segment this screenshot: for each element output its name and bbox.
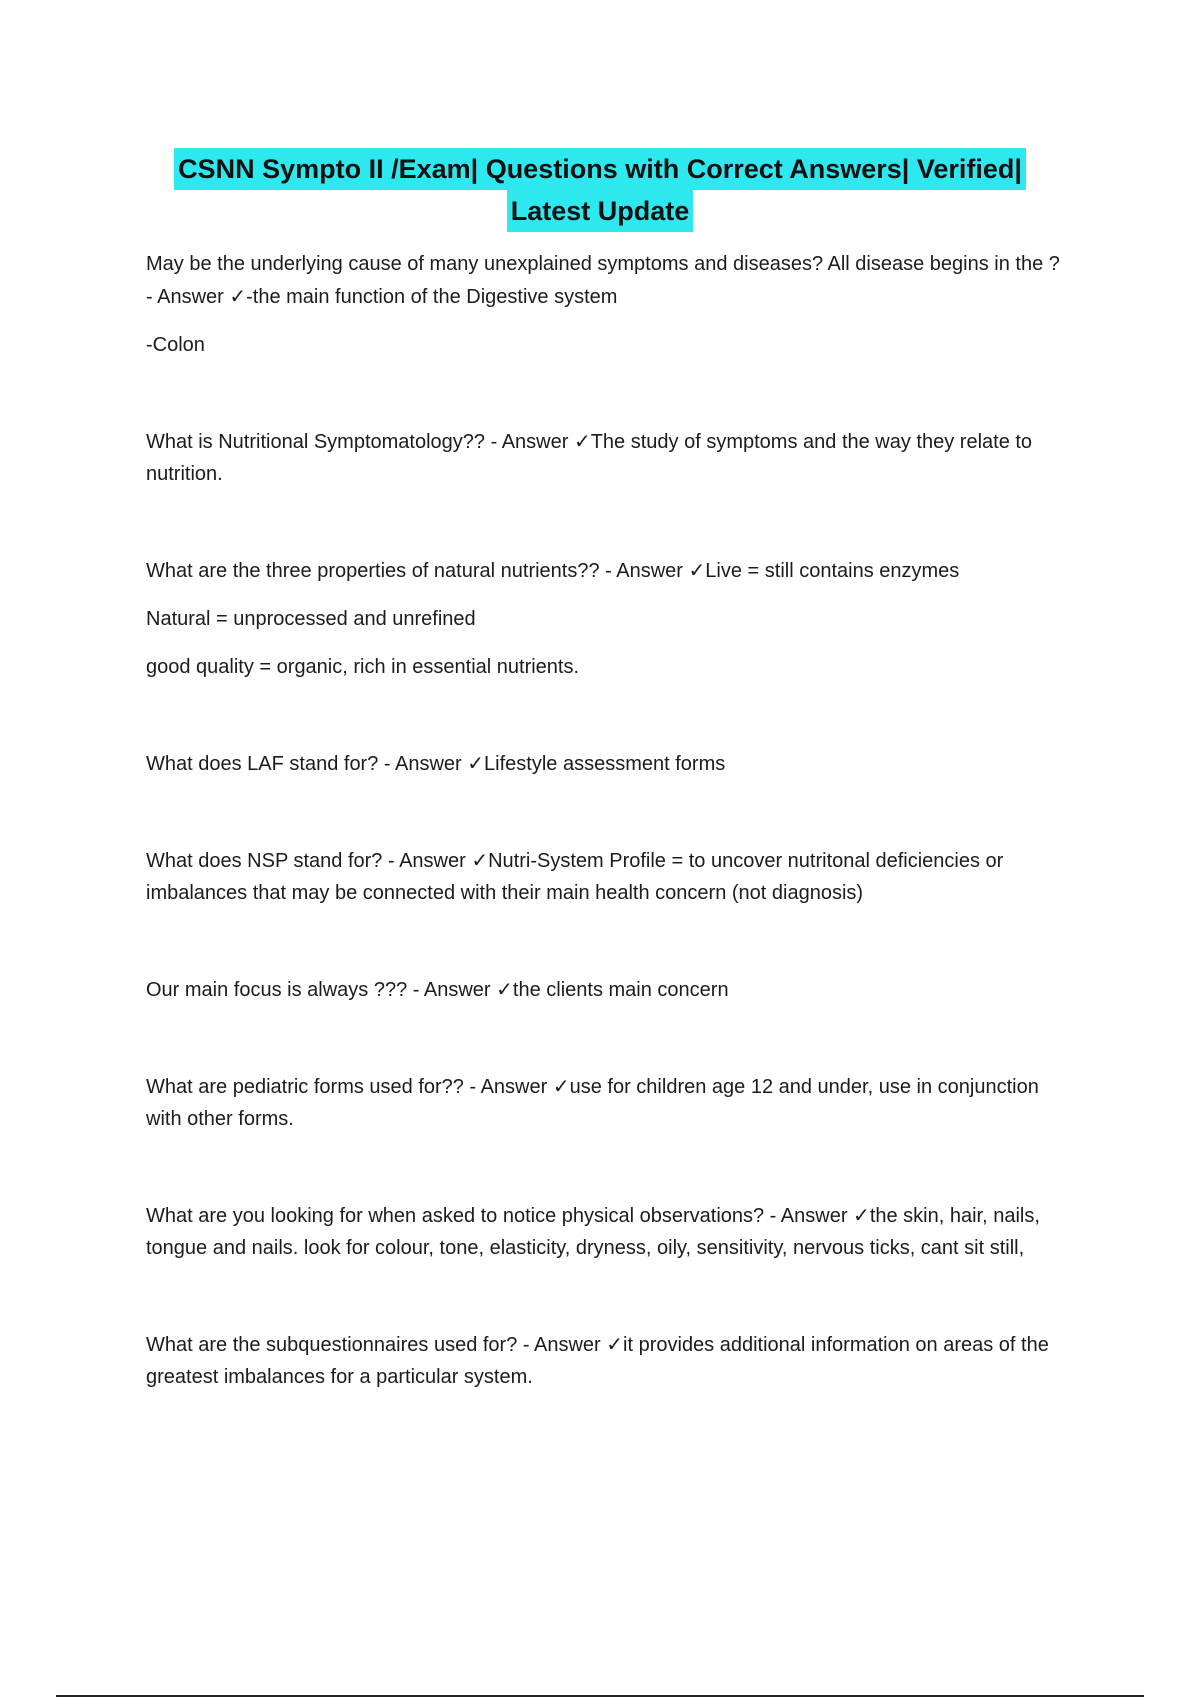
answer-text: Live = still contains enzymes: [705, 560, 960, 582]
checkmark-icon: ✓: [688, 558, 706, 582]
item-spacer: [146, 377, 1066, 425]
document-title: [0, 148, 1200, 232]
question-text: May be the underlying cause of many unexplained symptoms and diseases? All disease begins in the ? - Answer: [146, 253, 1060, 308]
item-spacer: [146, 796, 1066, 844]
qa-item: [146, 425, 1066, 490]
item-spacer: [146, 1280, 1066, 1328]
qa-question-answer: [146, 1328, 1066, 1393]
answer-text: it provides additional information on areas of the greatest imbalances for a particular system.: [146, 1334, 1049, 1388]
qa-question-answer: [146, 1199, 1066, 1264]
answer-text: the skin, hair, nails, tongue and nails. look for colour, tone, elasticity, dryness, oily, sensitivity, nervous ticks, cant sit still,: [146, 1205, 1040, 1259]
question-text: What does NSP stand for? - Answer: [146, 850, 472, 872]
checkmark-icon: ✓: [467, 751, 485, 775]
qa-question-answer: [146, 1070, 1066, 1135]
answer-text: use for children age 12 and under, use in conjunction with other forms.: [146, 1076, 1039, 1130]
qa-item: [146, 248, 1066, 361]
question-text: What are the subquestionnaires used for? - Answer: [146, 1334, 607, 1356]
qa-question-answer: [146, 973, 1066, 1006]
checkmark-icon: ✓: [229, 284, 247, 308]
title-line-2: Latest Update: [507, 190, 694, 232]
qa-item: [146, 1199, 1066, 1264]
checkmark-icon: ✓: [471, 848, 489, 872]
answer-text: -the main function of the Digestive system: [246, 286, 618, 308]
question-text: What are pediatric forms used for?? - Answer: [146, 1076, 553, 1098]
answer-continuation: good quality = organic, rich in essential nutrients.: [146, 656, 580, 678]
qa-question-answer: [146, 554, 1066, 587]
qa-item: [146, 1328, 1066, 1393]
checkmark-icon: ✓: [853, 1203, 870, 1227]
question-text: What are you looking for when asked to notice physical observations? - Answer: [146, 1205, 854, 1227]
qa-question-answer: [146, 844, 1066, 909]
checkmark-icon: ✓: [552, 1074, 570, 1098]
qa-item: [146, 747, 1066, 780]
title-line-1: CSNN Sympto II /Exam| Questions with Correct Answers| Verified|: [174, 148, 1026, 190]
qa-list: [146, 248, 1066, 1409]
answer-text: Nutri-System Profile = to uncover nutritonal deficiencies or imbalances that may be connected with their main health concern (not diagnosis): [146, 850, 1004, 904]
item-spacer: [146, 925, 1066, 973]
answer-continuation: -Colon: [146, 334, 205, 356]
answer-continuation: Natural = unprocessed and unrefined: [146, 608, 476, 630]
qa-question-answer: [146, 425, 1066, 490]
qa-question-answer: [146, 248, 1066, 313]
item-spacer: [146, 506, 1066, 554]
question-text: What does LAF stand for? - Answer: [146, 753, 468, 775]
checkmark-icon: ✓: [606, 1332, 624, 1356]
checkmark-icon: ✓: [496, 977, 513, 1001]
qa-item: [146, 554, 1066, 683]
footer-divider: [56, 1695, 1144, 1697]
question-text: What are the three properties of natural nutrients?? - Answer: [146, 560, 689, 582]
qa-question-answer: [146, 747, 1066, 780]
qa-item: [146, 844, 1066, 909]
answer-text: Lifestyle assessment forms: [484, 753, 726, 775]
question-text: Our main focus is always ??? - Answer: [146, 979, 497, 1001]
answer-text: the clients main concern: [512, 979, 729, 1001]
item-spacer: [146, 1151, 1066, 1199]
question-text: What is Nutritional Symptomatology?? - Answer: [146, 431, 574, 453]
item-spacer: [146, 1022, 1066, 1070]
item-spacer: [146, 699, 1066, 747]
checkmark-icon: ✓: [573, 429, 591, 453]
qa-item: [146, 1070, 1066, 1135]
qa-item: [146, 973, 1066, 1006]
answer-text: The study of symptoms and the way they relate to nutrition.: [146, 431, 1033, 485]
